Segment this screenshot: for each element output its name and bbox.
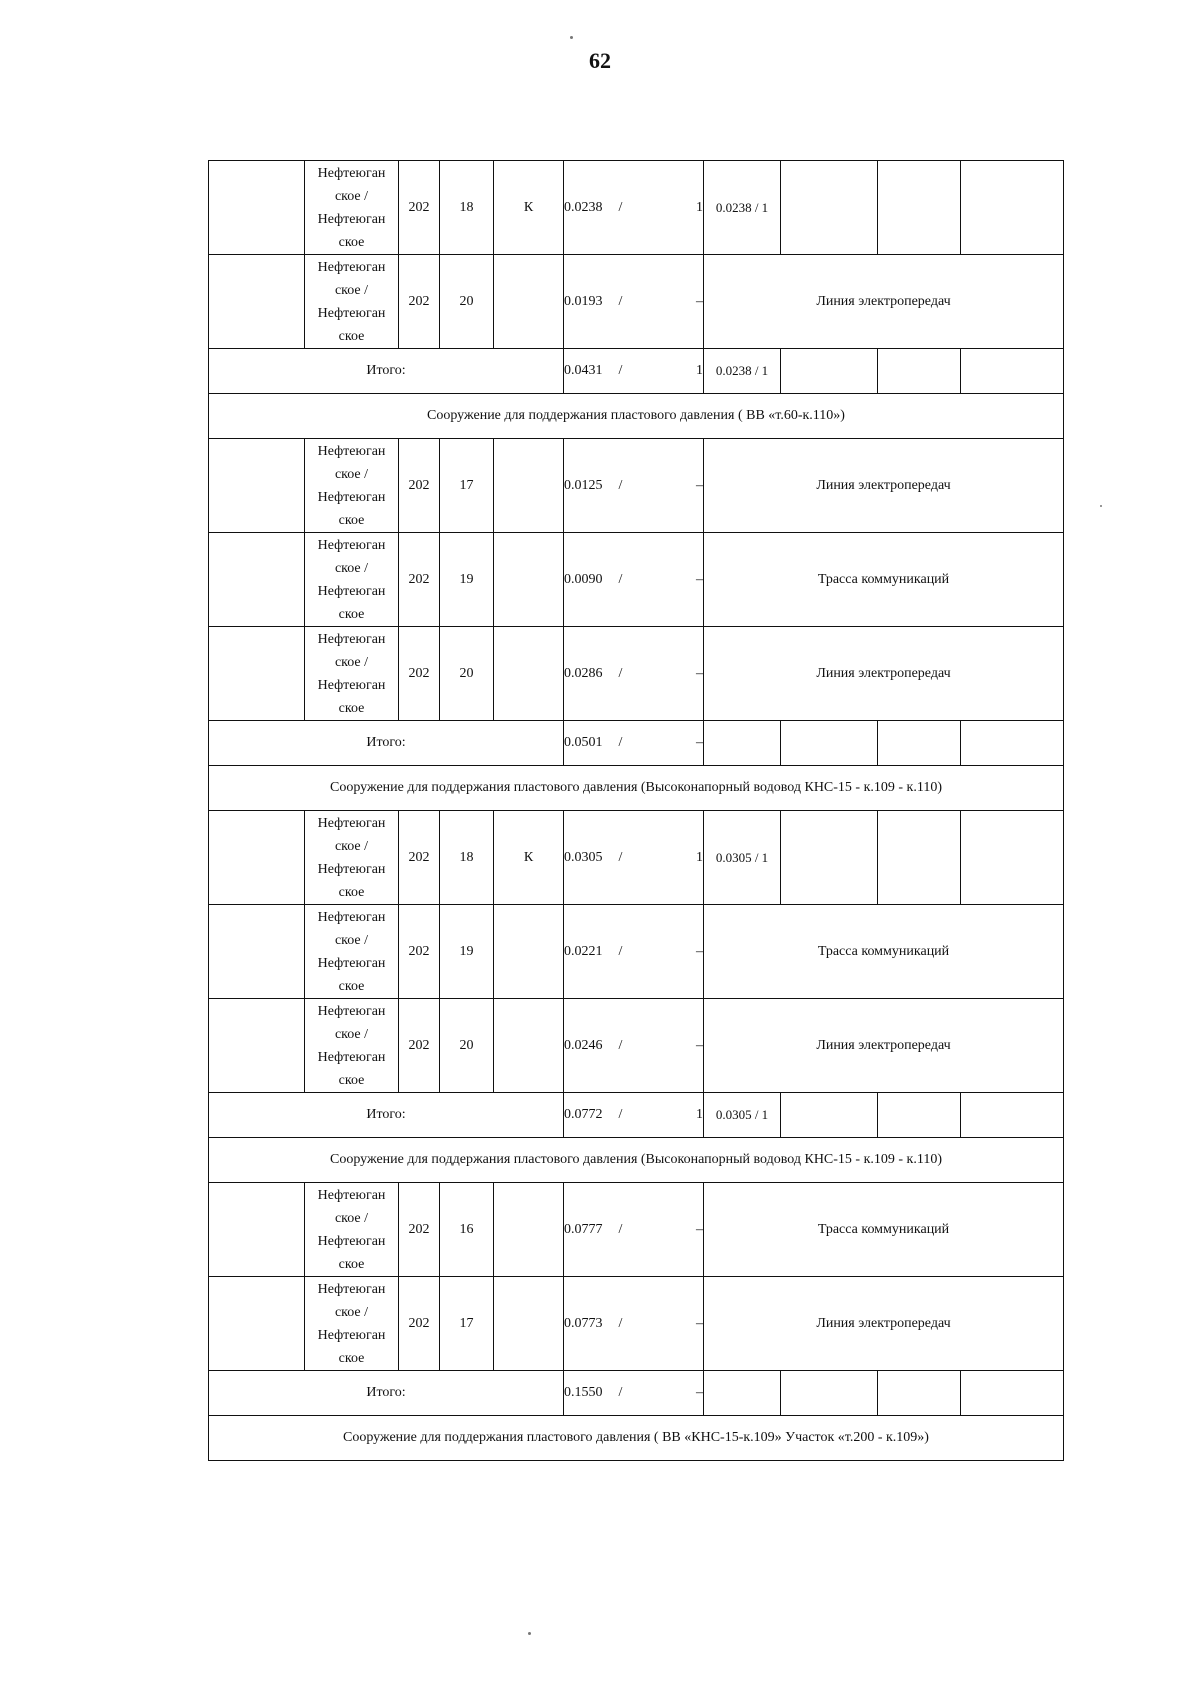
table-row bbox=[209, 905, 1064, 999]
field-name-cell bbox=[305, 161, 399, 255]
field-name-cell bbox=[305, 1183, 399, 1277]
category-cell bbox=[494, 439, 564, 533]
purpose-cell: Трасса коммуникаций bbox=[704, 1183, 1064, 1277]
section-header-row bbox=[209, 1138, 1064, 1183]
total-area-count: 1 bbox=[696, 363, 703, 378]
field-name-cell bbox=[305, 1277, 399, 1371]
empty-cell bbox=[878, 721, 961, 766]
block-number-cell: 202 bbox=[399, 1277, 440, 1371]
section-title: Сооружение для поддержания пластового давления (Высоконапорный водовод КНС-15 - к.109 - к.110) bbox=[209, 766, 1064, 811]
area-cell bbox=[564, 999, 704, 1093]
page-number: 62 bbox=[589, 48, 611, 73]
field-name-line: Нефтеюган bbox=[317, 259, 386, 275]
field-name-line: Нефтеюган bbox=[317, 1049, 386, 1065]
area-value: 0.0090 bbox=[564, 571, 603, 587]
table-row bbox=[209, 999, 1064, 1093]
block-number-cell: 202 bbox=[399, 1183, 440, 1277]
field-name-line: Нефтеюган bbox=[317, 211, 386, 227]
field-name-line: Нефтеюган bbox=[317, 909, 386, 925]
total-label: Итого: bbox=[209, 1093, 564, 1138]
purpose-cell: Линия электропередач bbox=[704, 627, 1064, 721]
area-count: – bbox=[696, 943, 703, 959]
field-name-line: ское / bbox=[334, 560, 369, 576]
table-row bbox=[209, 1183, 1064, 1277]
area-separator: / bbox=[618, 1315, 623, 1331]
category-cell bbox=[494, 1277, 564, 1371]
k-area-cell: 0.0238 / 1 bbox=[704, 161, 781, 255]
field-name-line: ское bbox=[338, 884, 365, 900]
field-name-line: Нефтеюган bbox=[317, 1281, 386, 1297]
field-name-line: ское / bbox=[334, 654, 369, 670]
area-cell bbox=[564, 905, 704, 999]
total-area-count: – bbox=[696, 1385, 703, 1400]
empty-cell bbox=[878, 1371, 961, 1416]
purpose-cell: Линия электропередач bbox=[704, 255, 1064, 349]
k-area-cell: 0.0305 / 1 bbox=[704, 811, 781, 905]
area-value: 0.0305 bbox=[564, 849, 603, 865]
plot-number-cell: 17 bbox=[440, 439, 494, 533]
area-value: 0.0125 bbox=[564, 477, 603, 493]
total-row bbox=[209, 1371, 1064, 1416]
empty-cell bbox=[961, 1371, 1064, 1416]
block-number-cell: 202 bbox=[399, 627, 440, 721]
plot-number-cell: 19 bbox=[440, 533, 494, 627]
area-separator: / bbox=[618, 1221, 623, 1237]
blank-cell bbox=[209, 1277, 305, 1371]
total-area-value: 0.0501 bbox=[564, 735, 603, 750]
block-number-cell: 202 bbox=[399, 533, 440, 627]
table-row bbox=[209, 1277, 1064, 1371]
empty-cell bbox=[781, 1093, 878, 1138]
area-cell bbox=[564, 627, 704, 721]
area-separator: / bbox=[618, 1385, 623, 1400]
field-name-line: Нефтеюган bbox=[317, 1187, 386, 1203]
empty-cell bbox=[961, 161, 1064, 255]
blank-cell bbox=[209, 999, 305, 1093]
category-cell bbox=[494, 255, 564, 349]
field-name-line: ское / bbox=[334, 1210, 369, 1226]
field-name-cell bbox=[305, 627, 399, 721]
area-cell bbox=[564, 811, 704, 905]
total-area-count: 1 bbox=[696, 1107, 703, 1122]
area-count: 1 bbox=[696, 849, 703, 865]
category-cell bbox=[494, 905, 564, 999]
field-name-line: ское bbox=[338, 328, 365, 344]
field-name-line: Нефтеюган bbox=[317, 815, 386, 831]
blank-cell bbox=[209, 1183, 305, 1277]
field-name-line: ское bbox=[338, 1072, 365, 1088]
category-cell bbox=[494, 627, 564, 721]
empty-cell bbox=[878, 811, 961, 905]
empty-cell bbox=[961, 721, 1064, 766]
field-name-line: Нефтеюган bbox=[317, 537, 386, 553]
plot-number-cell: 20 bbox=[440, 255, 494, 349]
empty-cell bbox=[961, 349, 1064, 394]
purpose-cell: Линия электропередач bbox=[704, 1277, 1064, 1371]
table-row bbox=[209, 627, 1064, 721]
field-name-cell bbox=[305, 811, 399, 905]
area-value: 0.0777 bbox=[564, 1221, 603, 1237]
field-name-line: Нефтеюган bbox=[317, 861, 386, 877]
purpose-cell: Трасса коммуникаций bbox=[704, 905, 1064, 999]
blank-cell bbox=[209, 161, 305, 255]
area-cell bbox=[564, 533, 704, 627]
total-k-area-cell bbox=[704, 1371, 781, 1416]
purpose-cell: Линия электропередач bbox=[704, 439, 1064, 533]
field-name-line: ское / bbox=[334, 1304, 369, 1320]
section-header-row bbox=[209, 1416, 1064, 1461]
area-count: 1 bbox=[696, 199, 703, 215]
field-name-line: ское / bbox=[334, 838, 369, 854]
area-value: 0.0773 bbox=[564, 1315, 603, 1331]
category-cell: К bbox=[494, 811, 564, 905]
field-name-line: ское bbox=[338, 1256, 365, 1272]
area-value: 0.0246 bbox=[564, 1037, 603, 1053]
empty-cell bbox=[781, 161, 878, 255]
area-separator: / bbox=[618, 943, 623, 959]
block-number-cell: 202 bbox=[399, 161, 440, 255]
section-header-row bbox=[209, 394, 1064, 439]
field-name-line: ское / bbox=[334, 932, 369, 948]
area-cell bbox=[564, 161, 704, 255]
area-cell bbox=[564, 1277, 704, 1371]
empty-cell bbox=[961, 811, 1064, 905]
blank-cell bbox=[209, 811, 305, 905]
total-row bbox=[209, 721, 1064, 766]
block-number-cell: 202 bbox=[399, 999, 440, 1093]
plot-number-cell: 18 bbox=[440, 161, 494, 255]
category-cell: К bbox=[494, 161, 564, 255]
category-cell bbox=[494, 1183, 564, 1277]
field-name-line: ское bbox=[338, 234, 365, 250]
area-separator: / bbox=[618, 1037, 623, 1053]
table-row bbox=[209, 439, 1064, 533]
area-count: – bbox=[696, 477, 703, 493]
area-separator: / bbox=[618, 1107, 623, 1122]
field-name-line: Нефтеюган bbox=[317, 677, 386, 693]
field-name-line: Нефтеюган bbox=[317, 443, 386, 459]
area-separator: / bbox=[618, 363, 623, 378]
blank-cell bbox=[209, 439, 305, 533]
category-cell bbox=[494, 999, 564, 1093]
field-name-line: ское bbox=[338, 512, 365, 528]
field-name-line: Нефтеюган bbox=[317, 1003, 386, 1019]
empty-cell bbox=[878, 349, 961, 394]
empty-cell bbox=[961, 1093, 1064, 1138]
total-k-area-cell: 0.0238 / 1 bbox=[704, 349, 781, 394]
field-name-line: ское bbox=[338, 700, 365, 716]
total-area-cell bbox=[564, 1093, 704, 1138]
field-name-line: Нефтеюган bbox=[317, 1327, 386, 1343]
empty-cell bbox=[781, 811, 878, 905]
area-count: – bbox=[696, 1037, 703, 1053]
empty-cell bbox=[781, 1371, 878, 1416]
total-area-value: 0.1550 bbox=[564, 1385, 603, 1400]
field-name-line: Нефтеюган bbox=[317, 489, 386, 505]
field-name-line: ское / bbox=[334, 466, 369, 482]
field-name-line: Нефтеюган bbox=[317, 1233, 386, 1249]
blank-cell bbox=[209, 905, 305, 999]
plot-number-cell: 20 bbox=[440, 999, 494, 1093]
field-name-cell bbox=[305, 439, 399, 533]
area-count: – bbox=[696, 1315, 703, 1331]
area-count: – bbox=[696, 571, 703, 587]
field-name-line: ское bbox=[338, 1350, 365, 1366]
category-cell bbox=[494, 533, 564, 627]
total-area-cell bbox=[564, 349, 704, 394]
area-value: 0.0286 bbox=[564, 665, 603, 681]
purpose-cell: Трасса коммуникаций bbox=[704, 533, 1064, 627]
area-cell bbox=[564, 439, 704, 533]
field-name-line: Нефтеюган bbox=[317, 955, 386, 971]
field-name-cell bbox=[305, 999, 399, 1093]
blank-cell bbox=[209, 255, 305, 349]
plot-number-cell: 19 bbox=[440, 905, 494, 999]
total-k-area-cell: 0.0305 / 1 bbox=[704, 1093, 781, 1138]
field-name-cell bbox=[305, 905, 399, 999]
land-plots-table bbox=[208, 160, 1064, 1461]
total-row bbox=[209, 349, 1064, 394]
plot-number-cell: 17 bbox=[440, 1277, 494, 1371]
field-name-line: ское / bbox=[334, 282, 369, 298]
section-title: Сооружение для поддержания пластового давления ( ВВ «КНС-15-к.109» Участок «т.200 - к.109») bbox=[209, 1416, 1064, 1461]
total-label: Итого: bbox=[209, 1371, 564, 1416]
area-count: – bbox=[696, 293, 703, 309]
field-name-cell bbox=[305, 255, 399, 349]
empty-cell bbox=[781, 721, 878, 766]
area-separator: / bbox=[618, 849, 623, 865]
scan-speck bbox=[570, 36, 573, 39]
empty-cell bbox=[878, 161, 961, 255]
field-name-line: ское bbox=[338, 606, 365, 622]
block-number-cell: 202 bbox=[399, 255, 440, 349]
table-row bbox=[209, 811, 1064, 905]
area-count: – bbox=[696, 665, 703, 681]
field-name-line: ское / bbox=[334, 188, 369, 204]
section-header-row bbox=[209, 766, 1064, 811]
block-number-cell: 202 bbox=[399, 811, 440, 905]
area-value: 0.0238 bbox=[564, 199, 603, 215]
table-row bbox=[209, 255, 1064, 349]
field-name-line: ское bbox=[338, 978, 365, 994]
empty-cell bbox=[781, 349, 878, 394]
blank-cell bbox=[209, 627, 305, 721]
section-title: Сооружение для поддержания пластового давления (Высоконапорный водовод КНС-15 - к.109 - к.110) bbox=[209, 1138, 1064, 1183]
area-separator: / bbox=[618, 293, 623, 309]
section-title: Сооружение для поддержания пластового давления ( ВВ «т.60-к.110») bbox=[209, 394, 1064, 439]
total-area-value: 0.0431 bbox=[564, 363, 603, 378]
area-value: 0.0193 bbox=[564, 293, 603, 309]
total-row bbox=[209, 1093, 1064, 1138]
field-name-line: Нефтеюган bbox=[317, 631, 386, 647]
area-separator: / bbox=[618, 571, 623, 587]
total-area-value: 0.0772 bbox=[564, 1107, 603, 1122]
field-name-line: Нефтеюган bbox=[317, 305, 386, 321]
total-area-cell bbox=[564, 721, 704, 766]
plot-number-cell: 16 bbox=[440, 1183, 494, 1277]
field-name-line: ское / bbox=[334, 1026, 369, 1042]
blank-cell bbox=[209, 533, 305, 627]
total-area-count: – bbox=[696, 735, 703, 750]
plot-number-cell: 18 bbox=[440, 811, 494, 905]
table-row bbox=[209, 533, 1064, 627]
area-separator: / bbox=[618, 665, 623, 681]
field-name-line: Нефтеюган bbox=[317, 583, 386, 599]
area-cell bbox=[564, 1183, 704, 1277]
scan-speck bbox=[1100, 505, 1102, 507]
block-number-cell: 202 bbox=[399, 905, 440, 999]
field-name-cell bbox=[305, 533, 399, 627]
area-separator: / bbox=[618, 735, 623, 750]
area-value: 0.0221 bbox=[564, 943, 603, 959]
plot-number-cell: 20 bbox=[440, 627, 494, 721]
field-name-line: Нефтеюган bbox=[317, 165, 386, 181]
area-separator: / bbox=[618, 477, 623, 493]
area-count: – bbox=[696, 1221, 703, 1237]
empty-cell bbox=[878, 1093, 961, 1138]
purpose-cell: Линия электропередач bbox=[704, 999, 1064, 1093]
scan-speck bbox=[528, 1632, 531, 1635]
table-row bbox=[209, 161, 1064, 255]
area-separator: / bbox=[618, 199, 623, 215]
total-area-cell bbox=[564, 1371, 704, 1416]
block-number-cell: 202 bbox=[399, 439, 440, 533]
area-cell bbox=[564, 255, 704, 349]
total-label: Итого: bbox=[209, 721, 564, 766]
total-label: Итого: bbox=[209, 349, 564, 394]
total-k-area-cell bbox=[704, 721, 781, 766]
